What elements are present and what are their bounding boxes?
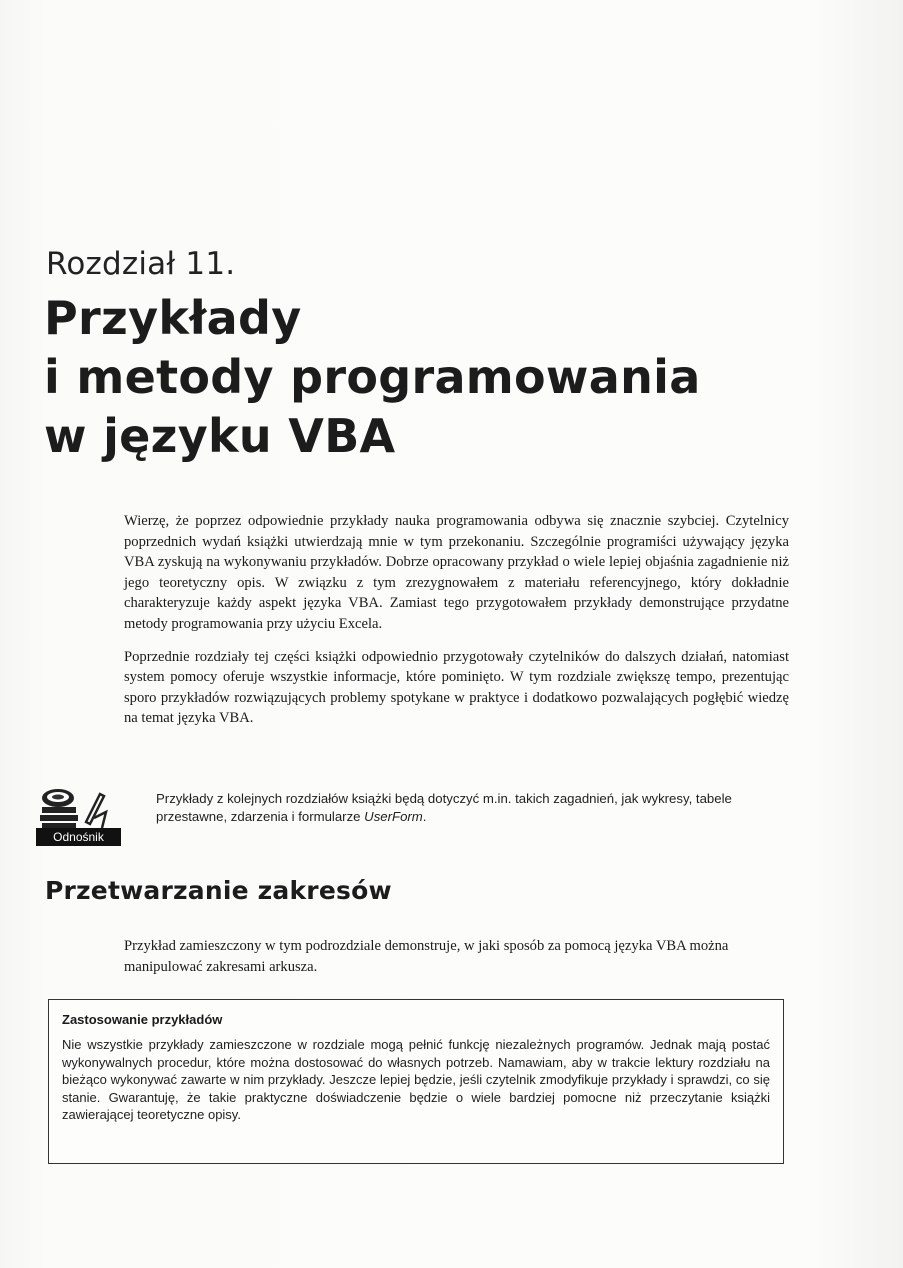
book-and-pencil-icon	[36, 782, 121, 830]
reference-text-emphasis: UserForm	[364, 809, 423, 824]
reference-text-part: Przykłady z kolejnych rozdziałów książki będą dotyczyć m.in. takich zagadnień, jak wykresy, tabele przestawne, zdarzenia i formularze	[156, 791, 732, 824]
intro-paragraph: Wierzę, że poprzez odpowiednie przykłady nauka programowania odbywa się znacznie szybciej. Czytelnicy poprzednich wydań książki utwierdzają mnie w tym przekonaniu. Szczególnie programiści używający języka VBA zyskują na wykonywaniu przykładów. Dobrze opracowany przykład o wiele lepiej objaśnia zagadnienie niż jego teoretyczny opis. W związku z tym zrezygnowałem z materiału referencyjnego, który dokładnie charakteryzuje każdy aspekt języka VBA. Zamiast tego przygotowałem przykłady demonstrujące przydatne metody programowania przy użyciu Excela.	[124, 513, 789, 632]
reference-note	[36, 782, 796, 846]
sidebar-title: Zastosowanie przykładów	[62, 1012, 223, 1027]
reference-icon-label: Odnośnik	[36, 828, 121, 846]
reference-text-end: .	[422, 809, 427, 824]
reference-note-text	[156, 790, 776, 826]
chapter-title-line: i metody programowania	[44, 350, 701, 404]
sidebar-box	[48, 999, 784, 1164]
chapter-title	[44, 289, 701, 466]
reference-icon	[36, 782, 121, 846]
chapter-label: Rozdział 11.	[46, 246, 236, 282]
chapter-title-line: Przykłady	[44, 291, 302, 345]
chapter-intro	[124, 511, 789, 741]
chapter-title-line: w języku VBA	[44, 409, 396, 463]
section-intro: Przykład zamieszczony w tym podrozdziale demonstruje, w jaki sposób za pomocą języka VBA można manipulować zakresami arkusza.	[124, 938, 729, 975]
intro-paragraph: Poprzednie rozdziały tej części książki odpowiednio przygotowały czytelników do dalszych działań, natomiast system pomocy oferuje wszystkie informacje, które pominięto. W tym rozdziale zwiększę tempo, prezentując sporo przykładów rozwiązujących problemy spotykane w praktyce i dodatkowo pozwalających pogłębić wiedzę na temat języka VBA.	[124, 648, 789, 727]
section-heading: Przetwarzanie zakresów	[45, 876, 392, 905]
sidebar-text: Nie wszystkie przykłady zamieszczone w rozdziale mogą pełnić funkcję niezależnych programów. Jednak mają postać wykonywalnych procedur, które można dostosować do własnych potrzeb. Namawiam, aby w trakcie lektury rozdziału na bieżąco wykonywać zawarte w nim przykłady. Jeszcze lepiej będzie, jeśli czytelnik zmodyfikuje przykłady i sprawdzi, co się stanie. Gwarantuję, że takie praktyczne doświadczenie będzie o wiele bardziej pomocne niż przeczytanie książki zawierającej teoretyczne opisy.	[62, 1037, 770, 1123]
